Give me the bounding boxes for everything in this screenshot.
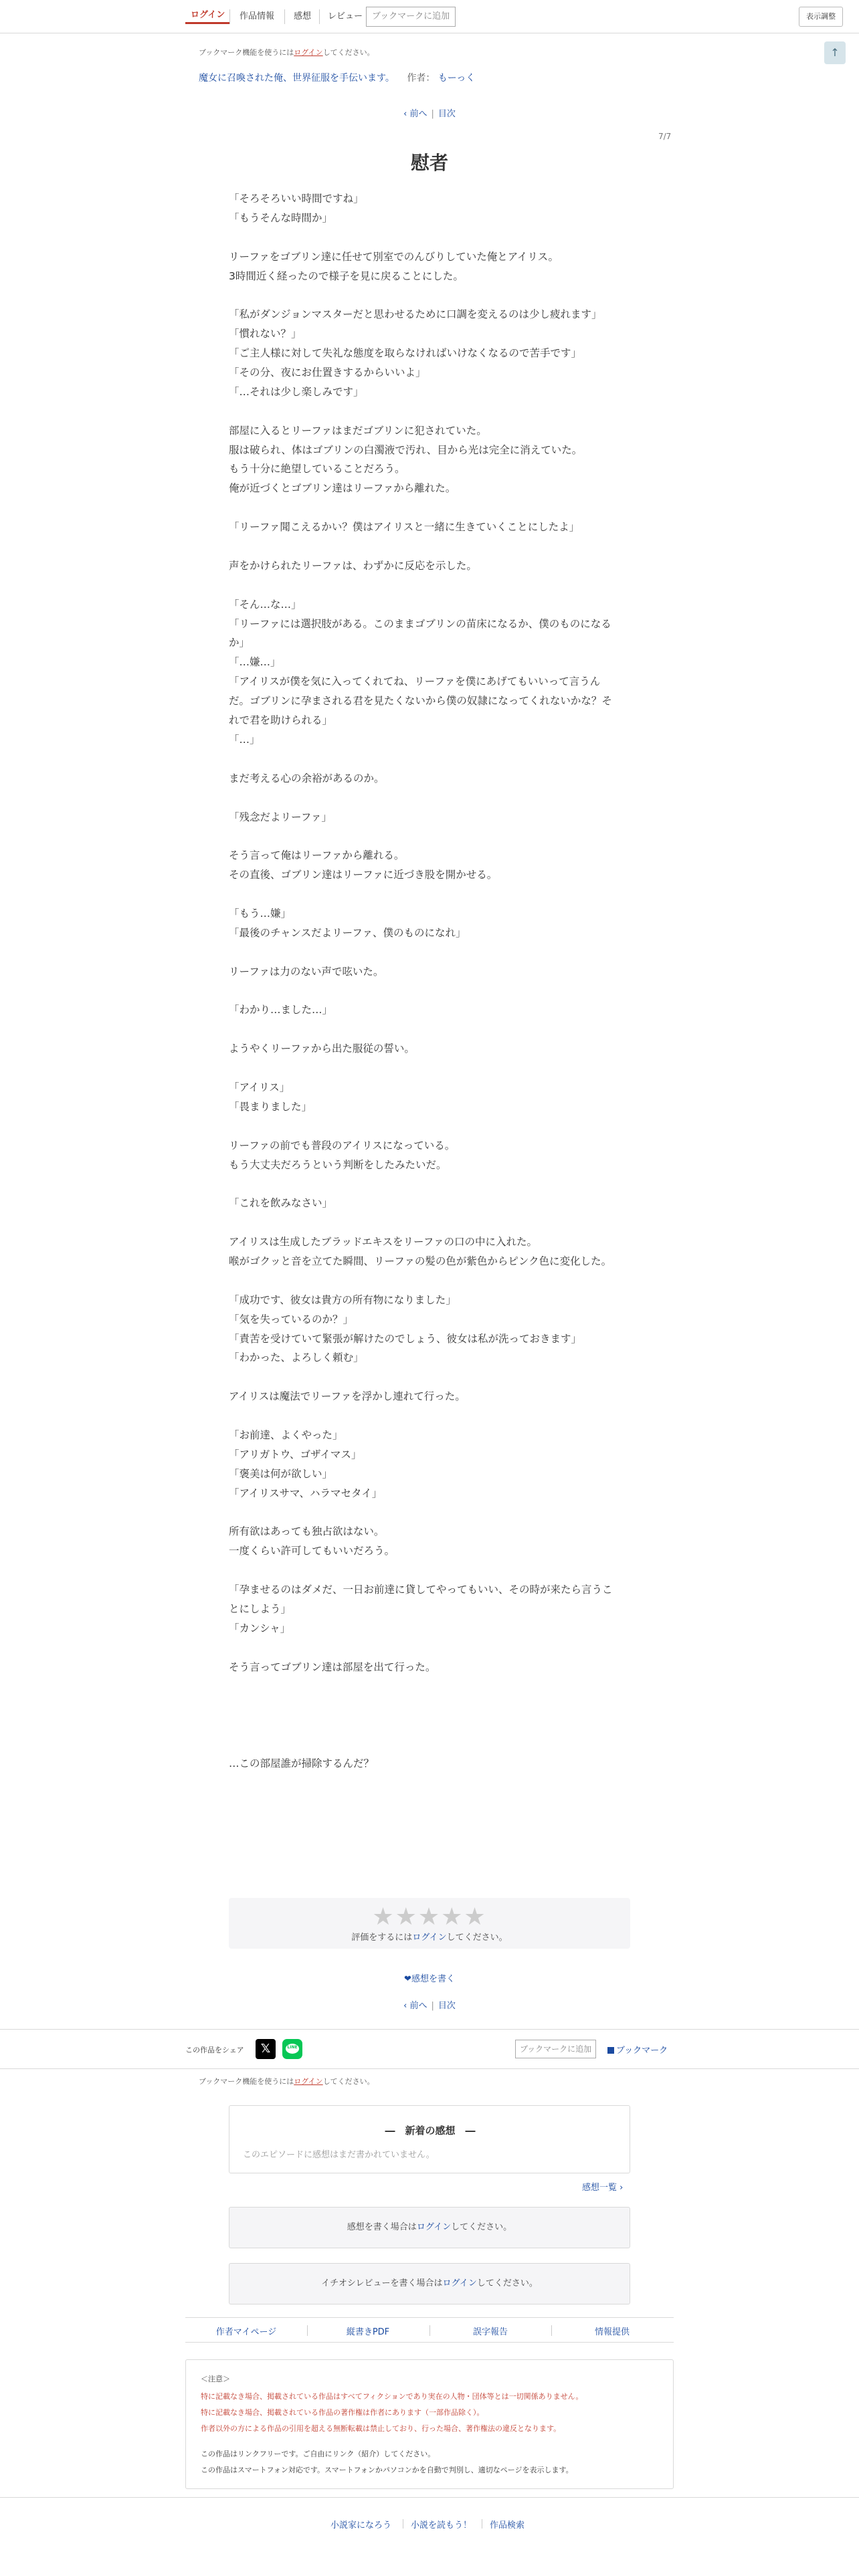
body-paragraph-line: 3時間近く経ったので様子を見に戻ることにした。 (229, 270, 464, 282)
nav-divider (229, 9, 230, 24)
work-search-link[interactable]: 作品検索 (490, 2520, 525, 2531)
display-settings-button[interactable]: 表示調整 (799, 7, 843, 27)
body-paragraph-line: 「わかり…ました…」 (229, 1004, 333, 1016)
blank-line (229, 286, 630, 305)
review-login-link[interactable]: ログイン (442, 2278, 477, 2288)
notes-red-line: 特に記載なき場合、掲載されている作品の著作権は作者にあります（一部作品除く）。 (201, 2408, 484, 2417)
narou-link[interactable]: 小説家になろう (330, 2520, 392, 2531)
blank-line (229, 402, 630, 421)
nav-divider (319, 9, 320, 24)
pager-separator: | (431, 109, 434, 119)
body-paragraph-line: 所有欲はあっても独占欲はない。 (229, 1525, 385, 1538)
body-paragraph-line: 「アイリスが僕を気に入ってくれてね、リーファを僕にあげてもいいって言うん (229, 675, 601, 688)
impression-login-suffix: してください。 (451, 2222, 512, 2232)
body-paragraph-line: 「ご主人様に対して失礼な態度を取らなければいけなくなるので苦手です」 (229, 347, 582, 360)
prev-link[interactable]: ‹ 前へ (403, 109, 427, 119)
body-paragraph-line: 「残念だよリーファ」 (229, 811, 332, 823)
blank-line (229, 1715, 630, 1735)
body-paragraph-line: 「そろそろいい時間ですね」 (229, 193, 364, 205)
body-paragraph-line: 「…嫌…」 (229, 656, 281, 669)
review-login-box (229, 2263, 630, 2304)
write-impression-link[interactable]: ❤感想を書く (404, 1974, 455, 1984)
body-paragraph-line: れで君を助けられる」 (229, 714, 333, 727)
page-count: 7/7 (658, 132, 672, 141)
body-paragraph-line: 「これを飲みなさい」 (229, 1197, 333, 1210)
rating-login-link[interactable]: ログイン (412, 1933, 447, 1943)
share-bar (0, 2029, 859, 2069)
body-paragraph-line: 声をかけられたリーファは、わずかに反応を示した。 (229, 559, 477, 572)
arrow-up-icon: ↑ (830, 46, 840, 59)
body-paragraph-line: 一度くらい許可してもいいだろう。 (229, 1545, 395, 1558)
blank-line (229, 1677, 630, 1697)
body-paragraph-line: 「褒美は何が欲しい」 (229, 1467, 333, 1480)
nav-divider (284, 9, 285, 24)
rating-stars[interactable]: ★★★★★ (372, 1903, 487, 1931)
rating-box (229, 1898, 630, 1949)
blank-line (229, 1368, 630, 1387)
footer-typo-report-link[interactable]: 誤字報告 (472, 2327, 508, 2337)
body-paragraph-line: 「アリガトウ、ゴザイマス」 (229, 1448, 362, 1461)
blank-line (229, 1735, 630, 1754)
body-paragraph-line: 「畏まりました」 (229, 1100, 312, 1113)
impression-login-prefix: 感想を書く場合は (347, 2222, 417, 2232)
blank-line (229, 885, 630, 904)
body-paragraph-line: まだ考える心の余裕があるのか。 (229, 772, 385, 784)
episode-body (229, 189, 630, 1774)
body-paragraph-line: ようやくリーファから出た服従の誓い。 (229, 1043, 415, 1055)
blank-line (229, 827, 630, 846)
rating-suffix: してください。 (446, 1933, 508, 1943)
blank-line (229, 750, 630, 769)
line-text: LINE (287, 2045, 298, 2050)
body-paragraph-line: …この部屋誰が掃除するんだ？ (229, 1757, 375, 1770)
body-paragraph-line: 部屋に入るとリーファはまだゴブリンに犯されていた。 (229, 424, 487, 437)
footer-nav (185, 2317, 674, 2343)
scroll-up-button[interactable] (824, 41, 846, 64)
body-paragraph-line: 「気を失っているのか？」 (229, 1313, 354, 1325)
episode-title: 慰者 (410, 152, 448, 174)
notes-red-line: 特に記載なき場合、掲載されている作品はすべてフィクションであり実在の人物・団体等とは一切関係ありません。 (201, 2392, 583, 2401)
blank-line (229, 1213, 630, 1232)
blank-line (229, 1271, 630, 1291)
impressions-title: ― 新着の感想 ― (385, 2125, 476, 2137)
author-link[interactable]: もーっく (438, 73, 476, 84)
notes-heading: ＜注意＞ (201, 2375, 230, 2383)
blank-line (229, 1174, 630, 1194)
body-paragraph-line: 「孕ませるのはダメだ、一日お前達に貸してやってもいい、その時が来たら言うこ (229, 1584, 613, 1596)
footer-author-page-link[interactable]: 作者マイページ (215, 2327, 277, 2337)
blank-line (229, 1059, 630, 1078)
body-paragraph-line: もう十分に絶望していることだろう。 (229, 463, 405, 475)
nav-impression-link[interactable]: 感想 (294, 11, 312, 21)
notice-prefix: ブックマーク機能を使うには (199, 48, 294, 57)
body-paragraph-line: 「…」 (229, 733, 260, 746)
notice-prefix: ブックマーク機能を使うには (199, 2077, 294, 2086)
body-paragraph-line: 「わかった、よろしく頼む」 (229, 1352, 364, 1364)
blank-line (229, 1117, 630, 1136)
rating-login-notice (229, 1930, 630, 1943)
bookmark-square-icon (607, 2047, 614, 2054)
blank-line (229, 943, 630, 962)
footer-info-provide-link[interactable]: 情報提供 (594, 2327, 630, 2337)
blank-line (229, 1561, 630, 1580)
body-paragraph-line: アイリスは魔法でリーファを浮かし連れて行った。 (229, 1390, 466, 1403)
impression-login-link[interactable]: ログイン (416, 2222, 452, 2232)
body-paragraph-line: 「リーファには選択肢がある。このままゴブリンの苗床になるか、僕のものになる (229, 617, 611, 630)
nav-login-link[interactable]: ログイン (185, 7, 230, 24)
body-paragraph-line: その直後、ゴブリン達はリーファに近づき股を開かせる。 (229, 869, 498, 881)
notice-login-link[interactable]: ログイン (294, 48, 323, 57)
bottom-links (0, 2497, 859, 2537)
body-paragraph-line: 「その分、夜にお仕置きするからいいよ」 (229, 366, 426, 379)
blank-line (229, 1503, 630, 1523)
yomou-link[interactable]: 小説を読もう！ (411, 2520, 472, 2531)
nav-work-info-link[interactable]: 作品情報 (240, 11, 275, 21)
bookmark-label: ブックマーク (616, 2046, 668, 2056)
blank-line (229, 1638, 630, 1658)
add-bookmark-button[interactable]: ブックマークに追加 (366, 7, 456, 27)
toc-link[interactable]: 目次 (438, 109, 456, 119)
body-paragraph-line: 「お前達、よくやった」 (229, 1429, 343, 1441)
notes-box (185, 2359, 674, 2489)
bookmark-login-notice (199, 2076, 375, 2086)
body-paragraph-line: 「リーファ聞こえるかい？僕はアイリスと一緒に生きていくことにしたよ」 (229, 521, 580, 534)
top-nav-inner (185, 0, 674, 33)
blank-line (229, 788, 630, 808)
body-paragraph-line: リーファの前でも普段のアイリスになっている。 (229, 1139, 456, 1152)
footer-vertical-pdf-link[interactable]: 縦書きPDF (346, 2327, 390, 2337)
author-label: 作者： (407, 73, 436, 84)
body-paragraph-line: だ。ゴブリンに孕まされる君を見たくないから僕の奴隷になってくれないかな？そ (229, 695, 612, 708)
body-paragraph-line: 俺が近づくとゴブリン達はリーファから離れた。 (229, 482, 456, 495)
toc-link[interactable]: 目次 (438, 2001, 456, 2011)
blank-line (229, 228, 630, 247)
impressions-empty-text: このエピソードに感想はまだ書かれていません。 (243, 2150, 435, 2160)
body-paragraph-line: 「もうそんな時間か」 (229, 211, 333, 224)
body-paragraph-line: 「カンシャ」 (229, 1622, 291, 1634)
nav-review-link[interactable]: レビュー (328, 11, 363, 21)
body-paragraph-line: もう大丈夫だろうという判断をしたみたいだ。 (229, 1158, 447, 1171)
pager-bottom (0, 1998, 859, 2011)
body-paragraph-line: リーファは力のない声で呟いた。 (229, 965, 384, 978)
blank-line (229, 537, 630, 556)
pager-separator: | (431, 2001, 434, 2011)
share-label: この作品をシェア (185, 2046, 244, 2054)
body-paragraph-line: 喉がゴクッと音を立てた瞬間、リーファの髪の色が紫色からピンク色に変化した。 (229, 1255, 612, 1267)
body-paragraph-line: 「そん…な…」 (229, 598, 302, 611)
line-logo-icon[interactable] (282, 2039, 302, 2059)
body-paragraph-line: リーファをゴブリン達に任せて別室でのんびりしていた俺とアイリス。 (229, 250, 559, 263)
add-bookmark-button[interactable]: ブックマークに追加 (515, 2040, 596, 2058)
body-paragraph-line: 服は破られ、体はゴブリンの白濁液で汚れ、目から光は完全に消えていた。 (229, 443, 583, 456)
work-heading (199, 71, 475, 84)
pager-top (0, 106, 859, 119)
notes-line: この作品はリンクフリーです。ご自由にリンク（紹介）してください。 (201, 2450, 436, 2458)
blank-line (229, 1020, 630, 1039)
body-paragraph-line: 「慣れない？」 (229, 328, 302, 340)
notes-red-line: 作者以外の方による作品の引用を超える無断転載は禁止しており、行った場合、著作権法の違反となります。 (201, 2424, 561, 2433)
body-paragraph-line: そう言って俺はリーファから離れる。 (229, 849, 405, 862)
body-paragraph-line: 「最後のチャンスだよリーファ、僕のものになれ」 (229, 926, 466, 939)
body-paragraph-line: とにしよう」 (229, 1603, 292, 1616)
body-paragraph-line: 「責苦を受けていて緊張が解けたのでしょう、彼女は私が洗っておきます」 (229, 1332, 582, 1345)
review-login-prefix: イチオシレビューを書く場合は (321, 2278, 443, 2288)
notes-line: この作品はスマートフォン対応です。スマートフォンかパソコンかを自動で判別し、適切なページを表示します。 (201, 2466, 573, 2474)
bookmark-link[interactable] (607, 2043, 668, 2056)
new-impressions-box (229, 2105, 630, 2173)
body-paragraph-line: 「…それは少し楽しみです」 (229, 385, 364, 398)
body-paragraph-line: 「もう…嫌」 (229, 907, 292, 920)
prev-link[interactable]: ‹ 前へ (403, 2001, 427, 2011)
notice-login-link[interactable]: ログイン (294, 2077, 323, 2086)
bookmark-login-notice (199, 47, 375, 58)
body-paragraph-line: 「成功です、彼女は貴方の所有物になりました」 (229, 1293, 456, 1306)
blank-line (229, 1406, 630, 1426)
body-paragraph-line: アイリスは生成したブラッドエキスをリーファの口の中に入れた。 (229, 1236, 537, 1249)
notice-suffix: してください。 (322, 2077, 375, 2086)
rating-prefix: 評価をするには (351, 1933, 413, 1943)
body-paragraph-line: そう言ってゴブリン達は部屋を出て行った。 (229, 1660, 436, 1673)
notice-suffix: してください。 (322, 48, 375, 57)
impressions-list-link[interactable]: 感想一覧 › (582, 2183, 624, 2193)
impression-login-box (229, 2207, 630, 2248)
work-title-link[interactable]: 魔女に召喚された俺、世界征服を手伝います。 (199, 73, 395, 84)
body-paragraph-line: 「アイリスサマ、ハラマセタイ」 (229, 1487, 383, 1499)
top-nav-bar (0, 0, 859, 33)
blank-line (229, 1696, 630, 1715)
body-paragraph-line: 「私がダンジョンマスターだと思わせるために口調を変えるのは少し疲れます」 (229, 308, 602, 321)
blank-line (229, 982, 630, 1001)
blank-line (229, 498, 630, 518)
x-logo-icon[interactable]: 𝕏 (256, 2039, 276, 2059)
body-paragraph-line: 「アイリス」 (229, 1081, 290, 1093)
blank-line (229, 576, 630, 595)
review-login-suffix: してください。 (476, 2278, 538, 2288)
body-paragraph-line: か」 (229, 637, 250, 649)
